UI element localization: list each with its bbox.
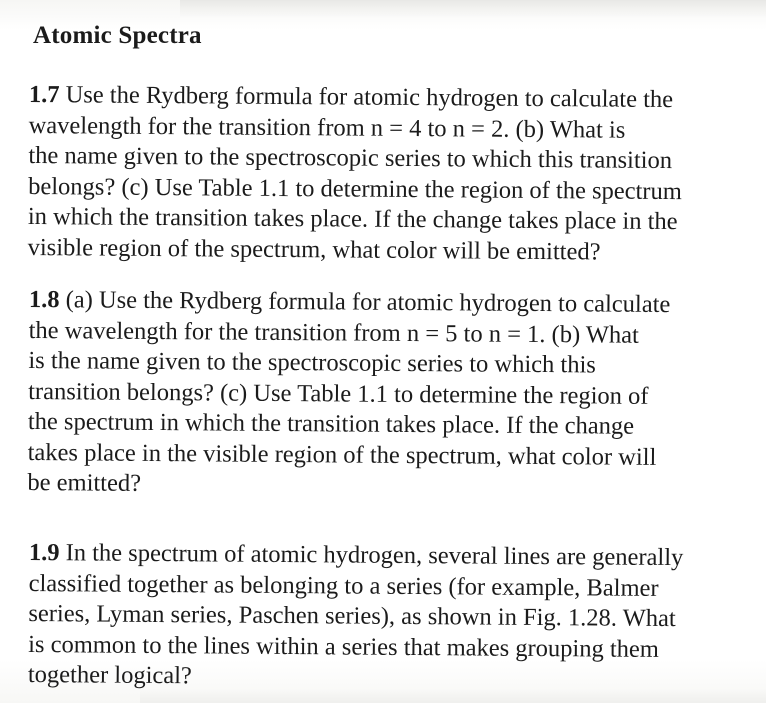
problem-text-line: in which the transition takes place. If the change takes place in the — [27, 202, 678, 236]
problem-text-line: classified together as belonging to a series (for example, Balmer — [28, 569, 659, 602]
problem-text-line: together logical? — [27, 660, 192, 690]
problem-text-line: takes place in the visible region of the spectrum, what color will — [27, 438, 657, 471]
problem-1-8 — [27, 285, 741, 504]
problem-number: 1.8 — [28, 285, 60, 314]
problem-text-line: visible region of the spectrum, what color will be emitted? — [27, 233, 601, 265]
problem-1-9 — [28, 538, 741, 696]
problem-text-line: belongs? (c) Use Table 1.1 to determine the region of the spectrum — [28, 172, 682, 205]
problem-text-line: is the name given to the spectroscopic series to which this — [28, 346, 596, 379]
problem-text-line: Use the Rydberg formula for atomic hydrogen to calculate the — [65, 81, 674, 114]
problem-text-line: In the spectrum of atomic hydrogen, several lines are generally — [65, 539, 684, 572]
problem-1-7 — [28, 80, 741, 269]
problem-number: 1.7 — [28, 80, 60, 109]
section-heading: Atomic Spectra — [33, 22, 202, 49]
page-bleed-top — [180, 0, 766, 18]
problem-text-line: the spectrum in which the transition takes place. If the change — [27, 407, 635, 440]
problem-number: 1.9 — [28, 538, 60, 567]
problem-text-line: transition belongs? (c) Use Table 1.1 to determine the region of — [28, 377, 649, 410]
problem-text-line: (a) Use the Rydberg formula for atomic hydrogen to calculate — [65, 286, 671, 319]
problem-text-line: the name given to the spectroscopic series to which this transition — [28, 141, 673, 175]
problem-text-line: be emitted? — [27, 468, 142, 497]
problem-text-line: the wavelength for the transition from n = 5 to n = 1. (b) What — [28, 316, 640, 349]
problem-text-line: is common to the lines within a series that makes grouping them — [28, 630, 660, 663]
problem-text-line: series, Lyman series, Paschen series), as shown in Fig. 1.28. What — [28, 599, 676, 633]
problem-text-line: wavelength for the transition from n = 4 to n = 2. (b) What is — [28, 111, 626, 144]
